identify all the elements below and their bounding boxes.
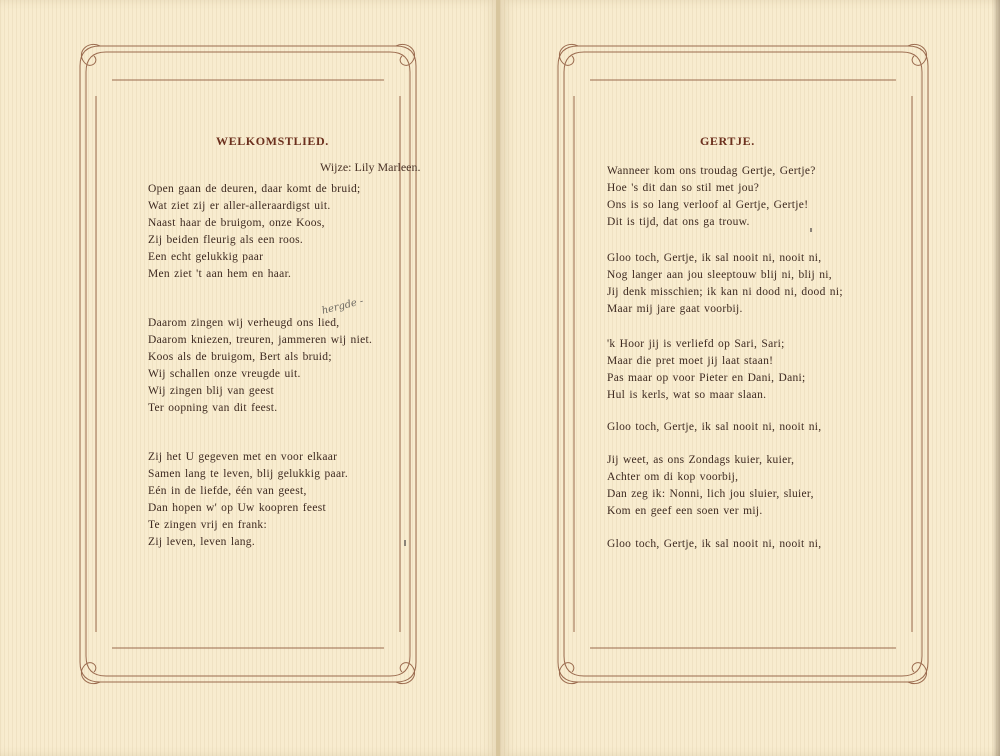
verse-line: Koos als de bruigom, Bert als bruid; [148,350,332,363]
verse-line: Zij het U gegeven met en voor elkaar [148,451,338,463]
right-stanza-4 [607,452,814,520]
verse-line: Te zingen vrij en frank: [148,518,267,531]
song-title-gertje: GERTJE. [700,134,755,148]
pencil-mark [810,228,812,232]
verse-line: Eén in de liefde, één van geest, [148,484,307,497]
verse-line: Daarom zingen wij verheugd ons lied, [148,317,340,329]
song-title-welkomstlied: WELKOMSTLIED. [216,134,329,148]
verse-line: Gloo toch, Gertje, ik sal nooit ni, nooit ni, [607,421,822,433]
verse-line: Zij leven, leven lang. [148,535,255,548]
verse-line: Jij weet, as ons Zondags kuier, kuier, [607,454,795,466]
verse-line: Maar mij jare gaat voorbij. [607,302,743,315]
verse-line: 'k Hoor jij is verliefd op Sari, Sari; [607,338,785,350]
verse-line: Wij schallen onze vreugde uit. [148,367,301,380]
verse-line: Hoe 's dit dan so stil met jou? [607,181,760,194]
right-stanza-2 [607,250,843,318]
verse-line: Dit is tijd, dat ons ga trouw. [607,215,750,228]
verse-line: Pas maar op voor Pieter en Dani, Dani; [607,371,806,384]
verse-line: Hul is kerls, wat so maar slaan. [607,388,767,401]
verse-line: Jij denk misschien; ik kan ni dood ni, dood ni; [607,285,843,298]
verse-line: Zij beiden fleurig als een roos. [148,233,304,246]
verse-line: Kom en geef een soen ver mij. [607,504,763,517]
verse-line: Open gaan de deuren, daar komt de bruid; [148,183,361,195]
verse-line: Ter oopning van dit feest. [148,401,278,414]
verse-line: Wanneer kom ons troudag Gertje, Gertje? [607,165,816,177]
verse-line: Wat ziet zij er aller-alleraardigst uit. [148,199,331,212]
verse-line: Naast haar de bruigom, onze Koos, [148,216,325,229]
verse-line: Men ziet 't aan hem en haar. [148,267,292,280]
left-stanza-2 [148,315,372,416]
verse-line: Dan zeg ik: Nonni, lich jou sluier, sluier, [607,487,814,500]
right-refrain-2 [607,536,821,553]
verse-line: Daarom kniezen, treuren, jammeren wij niet. [148,333,373,346]
left-stanza-3 [148,449,348,550]
verse-line: Gloo toch, Gertje, ik sal nooit ni, nooit ni, [607,252,822,264]
page-edge-shadow [992,0,1000,756]
verse-line: Gloo toch, Gertje, ik sal nooit ni, nooit ni, [607,538,822,550]
pencil-mark [404,540,406,546]
verse-line: Nog langer aan jou sleeptouw blij ni, blij ni, [607,268,832,281]
right-stanza-1 [607,163,816,231]
right-page [500,0,1000,756]
verse-line: Een echt gelukkig paar [148,250,264,263]
tune-label: Wijze: Lily Marleen. [320,160,421,174]
right-refrain-1 [607,419,821,436]
left-page [0,0,498,756]
verse-line: Achter om di kop voorbij, [607,470,739,483]
handwritten-annotation: hergde - [320,295,365,317]
verse-line: Dan hopen w' op Uw koopren feest [148,501,326,514]
right-stanza-3 [607,336,806,404]
verse-line: Ons is so lang verloof al Gertje, Gertje! [607,198,809,211]
verse-line: Samen lang te leven, blij gelukkig paar. [148,467,349,480]
verse-line: Maar die pret moet jij laat staan! [607,354,774,367]
verse-line: Wij zingen blij van geest [148,384,275,397]
left-stanza-1 [148,181,361,282]
